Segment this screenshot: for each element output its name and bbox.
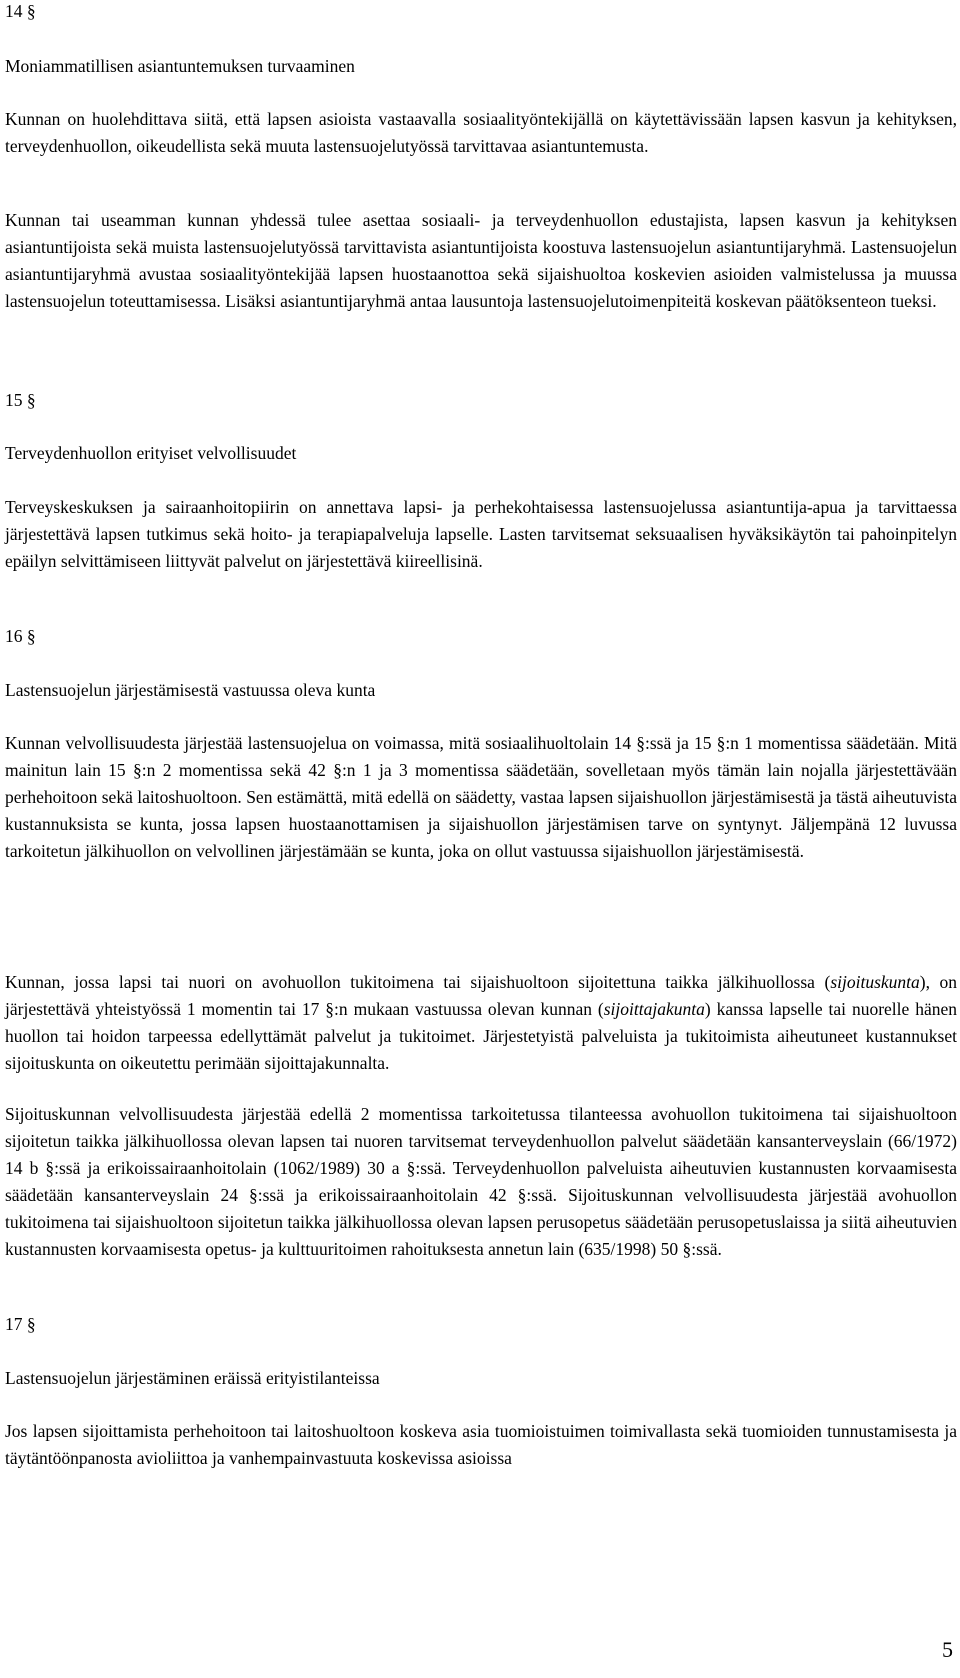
section-14-title: Moniammatillisen asiantuntemuksen turvaaminen [5, 56, 355, 76]
term-sijoituskunta: sijoituskunta [830, 972, 920, 992]
section-14-paragraph-2: Kunnan tai useamman kunnan yhdessä tulee asettaa sosiaali- ja terveydenhuollon edustajista, lapsen kasvun ja kehityksen asiantuntijoista sekä muista lastensuojelutyössä tarvittavista asiantuntijoista koostuva lastensuojelun asiantuntijaryhmä. Lastensuojelun asiantuntijaryhmä avustaa sosiaalityöntekijää lapsen huostaanottoa sekä sijaishuoltoa koskevien asioiden valmistelussa ja muussa lastensuojelun toteuttamisessa. Lisäksi asiantuntijaryhmä antaa lausuntoja lastensuojelutoimenpiteitä koskevan päätöksenteon tueksi. [5, 210, 957, 311]
section-17-number: 17 § [5, 1314, 36, 1334]
document-page [5, 0, 957, 1678]
section-16-paragraph-1: Kunnan velvollisuudesta järjestää lastensuojelua on voimassa, mitä sosiaalihuoltolain 14 §:ssä ja 15 §:n 1 momentissa säädetään. Mitä mainitun lain 15 §:n 2 momentissa sekä 42 §:n 1 ja 3 momentissa säädetään, sovelletaan myös tämän lain nojalla järjestettävään perhehoitoon sekä laitoshuoltoon. Sen estämättä, mitä edellä on säädetty, vastaa lapsen sijaishuollon järjestämisestä ja tästä aiheutuvista kustannuksista se kunta, jossa lapsen huostaanottamisen ja sijaishuollon järjestämisen tarve on syntynyt. Jäljempänä 12 luvussa tarkoitetun jälkihuollon on velvollinen järjestämään se kunta, joka on ollut vastuussa sijaishuollon järjestämisestä. [5, 733, 957, 861]
section-15-title: Terveydenhuollon erityiset velvollisuudet [5, 443, 297, 463]
section-16-p2-part-c: ) kanssa lapselle tai nuorelle hänen huollon tai hoidon tarpeessa edellyttämät palvelut ja tukitoimet. Järjestetyistä palveluista ja tukitoimista aiheutuneet kustannukset sijoituskunta on oikeutettu perimään sijoittajakunnalta. [5, 999, 957, 1073]
section-17-paragraph-1: Jos lapsen sijoittamista perhehoitoon tai laitoshuoltoon koskeva asia tuomioistuimen toimivallasta sekä tuomioiden tunnustamisesta ja täytäntöönpanosta avioliittoa ja vanhempainvastuuta koskevissa asioissa [5, 1421, 957, 1468]
page-number: 5 [942, 1637, 953, 1662]
section-16-paragraph-2 [5, 969, 957, 1077]
section-16-p2-part-a: Kunnan, jossa lapsi tai nuori on avohuollon tukitoimena tai sijaishuoltoon sijoitettuna taikka jälkihuollossa ( [5, 972, 831, 992]
section-17-title: Lastensuojelun järjestäminen eräissä erityistilanteissa [5, 1368, 380, 1388]
section-16-title: Lastensuojelun järjestämisestä vastuussa oleva kunta [5, 680, 376, 700]
section-14-paragraph-1: Kunnan on huolehdittava siitä, että lapsen asioista vastaavalla sosiaalityöntekijällä on käytettävissään lapsen kasvun ja kehityksen, terveydenhuollon, oikeudellista sekä muuta lastensuojelutyössä tarvittavaa asiantuntemusta. [5, 109, 957, 156]
section-16-number: 16 § [5, 626, 36, 646]
section-16-paragraph-3: Sijoituskunnan velvollisuudesta järjestää edellä 2 momentissa tarkoitetussa tilanteessa avohuollon tukitoimena tai sijaishuoltoon sijoitetun taikka jälkihuollossa olevan lapsen tai nuoren tarvitsemat terveydenhuollon palvelut säädetään kansanterveyslain (66/1972) 14 b §:ssä ja erikoissairaanhoitolain (1062/1989) 30 a §:ssä. Terveydenhuollon palveluista aiheutuvien kustannusten korvaamisesta säädetään kansanterveyslain 24 §:ssä ja erikoissairaanhoitolain 42 §:ssä. Sijoituskunnan velvollisuudesta järjestää avohuollon tukitoimena tai sijaishuoltoon sijoitetun taikka jälkihuollossa olevan lapsen perusopetus säädetään perusopetuslaissa ja siitä aiheutuvien kustannusten korvaamisesta opetus- ja kulttuuritoimen rahoituksesta annetun lain (635/1998) 50 §:ssä. [5, 1104, 957, 1259]
term-sijoittajakunta: sijoittajakunta [603, 999, 705, 1019]
section-14-number: 14 § [5, 1, 36, 21]
section-15-number: 15 § [5, 390, 36, 410]
section-16-p2-part-b: ), on järjestettävä yhteistyössä 1 momentin tai 17 §:n mukaan vastuussa olevan kunnan ( [5, 972, 958, 1019]
section-15-paragraph-1: Terveyskeskuksen ja sairaanhoitopiirin on annettava lapsi- ja perhekohtaisessa lastensuojelussa asiantuntija-apua ja tarvittaessa järjestettävä lapsen tutkimus sekä hoito- ja terapiapalveluja lapselle. Lasten tarvitsemat seksuaalisen hyväksikäytön tai pahoinpitelyn epäilyn selvittämiseen liittyvät palvelut on järjestettävä kiireellisinä. [5, 497, 957, 571]
